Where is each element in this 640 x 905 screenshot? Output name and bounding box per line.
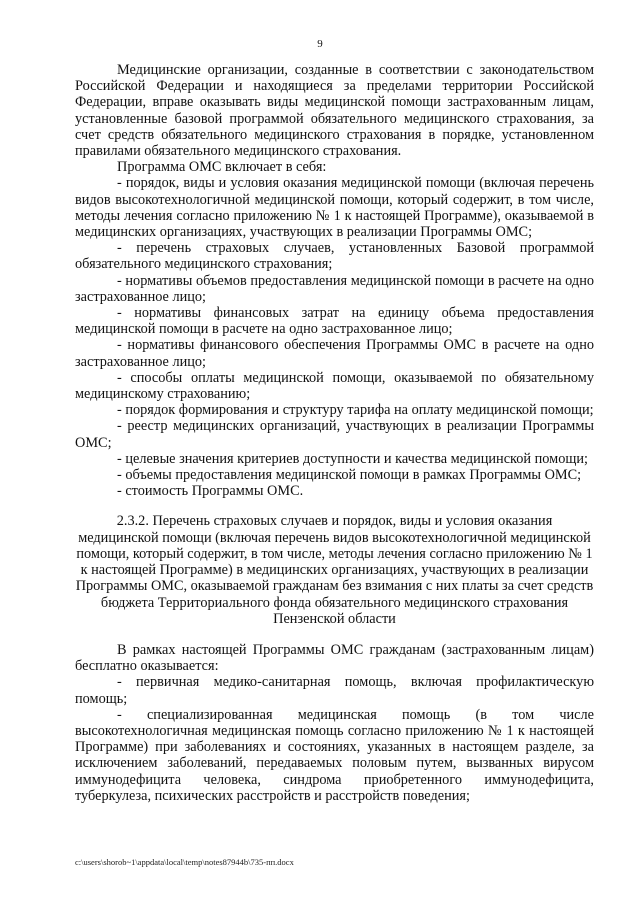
document-body: [75, 62, 594, 804]
list-item: - стоимость Программы ОМС.: [117, 483, 304, 500]
paragraph-free-care: В рамках настоящей Программы ОМС гражданам (застрахованным лицам) бесплатно оказывается:: [75, 641, 594, 675]
list-item: - порядок формирования и структуру тарифа на оплату медицинской помощи;: [117, 402, 594, 419]
list-item: - нормативы финансового обеспечения Программы ОМС в расчете на одно застрахованное лицо;: [75, 337, 594, 370]
list-item: - способы оплаты медицинской помощи, оказываемой по обязательному медицинскому страхованию;: [75, 369, 594, 403]
list-item: - специализированная медицинская помощь (в том числе высокотехнологичная медицинская помощь согласно приложению № 1 к настоящей Программе) при заболеваниях и состояниях, указанных в настоящем разделе, за исключением заболеваний, передаваемых половым путем, вызванных вирусом иммунодефицита человека, синдрома приобретенного иммунодефицита, туберкулеза, психических расстройств и расстройств поведения;: [75, 706, 594, 804]
paragraph-intro: Медицинские организации, созданные в соответствии с законодательством Российской Федерации и находящиеся за пределами территории Российской Федерации, вправе оказывать виды медицинской помощи застрахованным лицам, установленные базовой программой обязательного медицинского страхования, за счет средств обязательного медицинского страхования в порядке, установленном правилами обязательного медицинского страхования.: [75, 62, 594, 160]
list-item: - нормативы объемов предоставления медицинской помощи в расчете на одно застрахованное лицо;: [75, 272, 594, 305]
list-item: - целевые значения критериев доступности и качества медицинской помощи;: [117, 450, 588, 467]
page-number: 9: [317, 38, 323, 50]
paragraph-program-includes: Программа ОМС включает в себя:: [117, 159, 327, 176]
list-item: - реестр медицинских организаций, участвующих в реализации Программы ОМС;: [75, 418, 594, 451]
list-item: - объемы предоставления медицинской помощи в рамках Программы ОМС;: [117, 467, 582, 484]
section-heading: 2.3.2. Перечень страховых случаев и порядок, виды и условия оказания медицинской помощи (включая перечень видов высокотехнологичной медицинской помощи, который содержит, в том числе, методы лечения согласно приложению № 1 к настоящей Программе) в медицинских организациях, участвующих в реализации Программы ОМС, оказываемой гражданам без взимания с них платы за счет средств бюджета Территориального фонда обязательного медицинского страхования Пензенской области: [75, 513, 594, 627]
list-item: - порядок, виды и условия оказания медицинской помощи (включая перечень видов высокотехнологичной медицинской помощи, который содержит, в том числе, методы лечения согласно приложению № 1 к настоящей Программе), оказываемой в медицинских организациях, участвующих в реализации Программы ОМС;: [75, 175, 594, 241]
list-item: - первичная медико-санитарная помощь, включая профилактическую помощь;: [75, 674, 594, 707]
list-item: - нормативы финансовых затрат на единицу объема предоставления медицинской помощи в расчете на одно застрахованное лицо;: [75, 305, 594, 338]
footer-file-path: c:\users\shorob~1\appdata\local\temp\notes87944b\735-пп.docx: [75, 857, 294, 867]
list-item: - перечень страховых случаев, установленных Базовой программой обязательного медицинского страхования;: [75, 240, 594, 273]
